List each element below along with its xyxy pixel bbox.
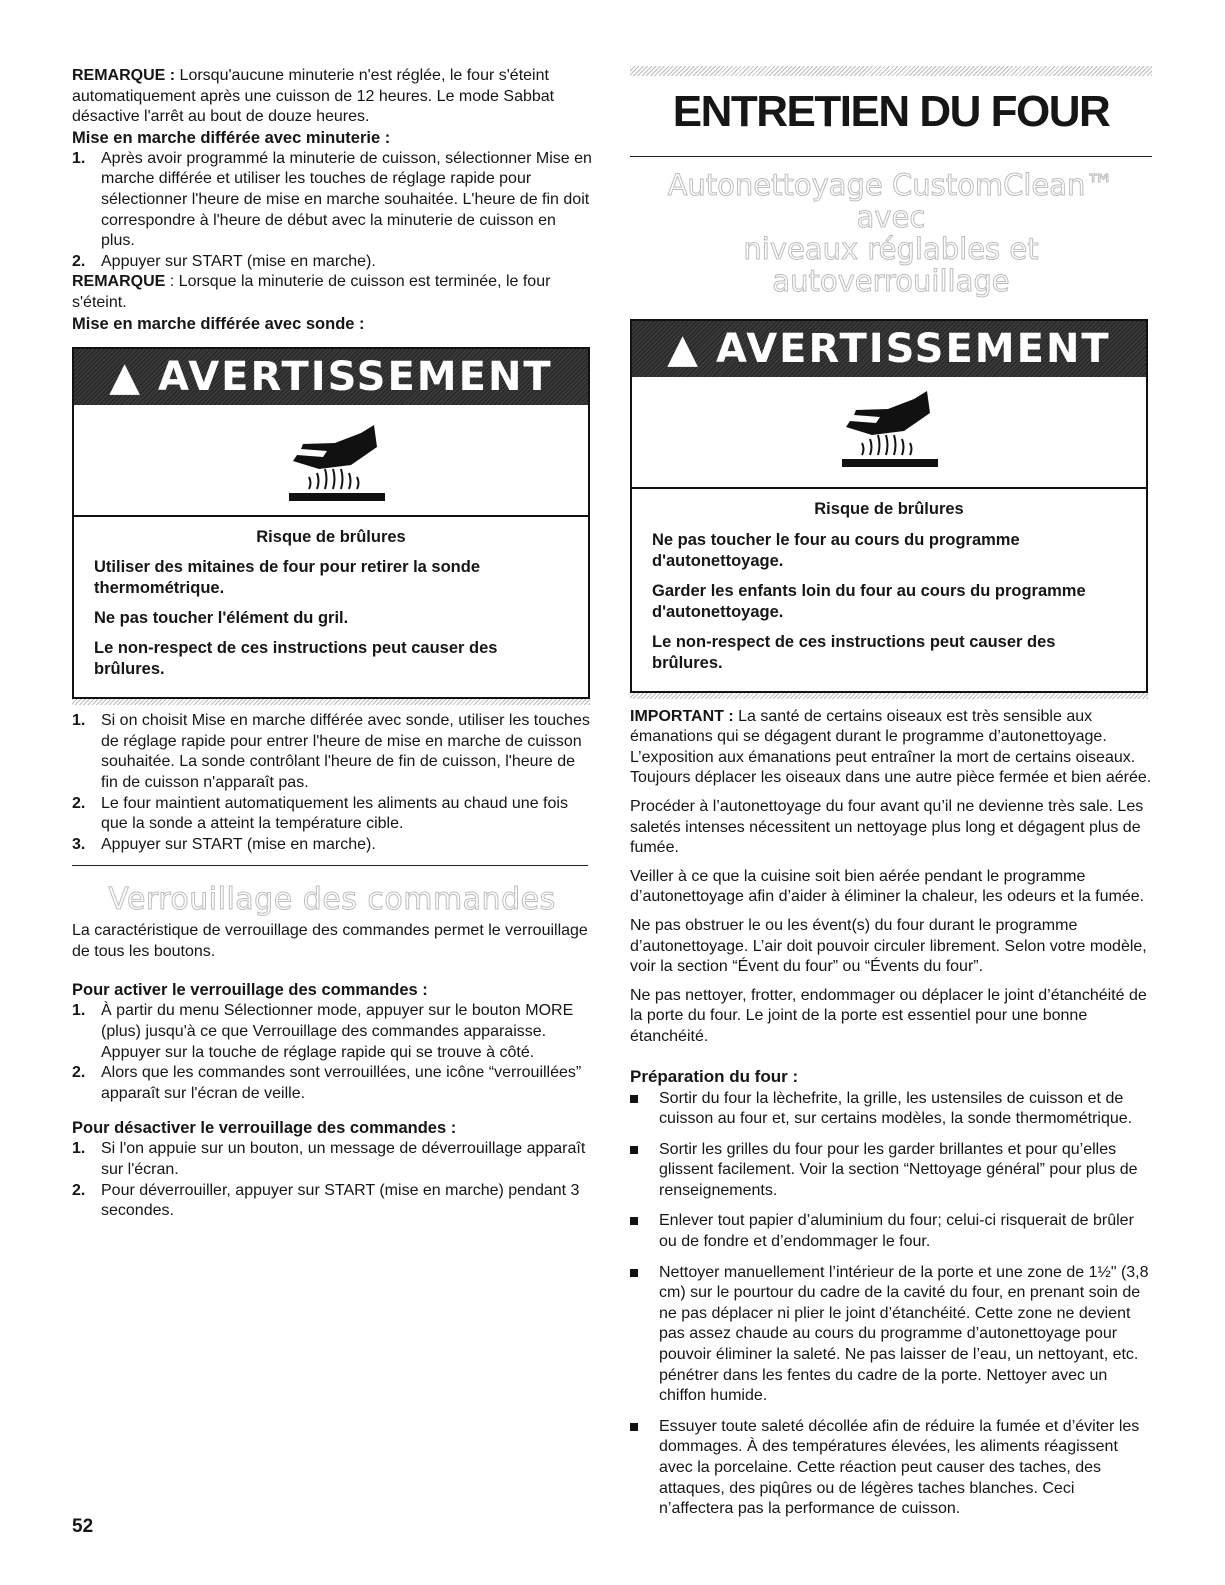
list-item <box>72 835 592 856</box>
hot-surface-hand-icon <box>279 423 389 503</box>
list-item-text: Si l'on appuie sur un bouton, un message de déverrouillage apparaît sur l'écran. <box>101 1140 586 1179</box>
top-stripe-rule <box>630 66 1152 76</box>
hot-surface-hand-icon <box>832 389 942 469</box>
list-item-number: 1. <box>72 149 86 167</box>
warning-risk: Risque de brûlures <box>256 527 406 546</box>
list-item-number: 3. <box>72 835 86 853</box>
list-item-number: 2. <box>72 1064 86 1082</box>
list-item-number: 2. <box>72 252 86 270</box>
list-item-number: 1. <box>72 1002 86 1020</box>
left-column <box>72 66 592 1222</box>
deactivate-lock-heading: Pour désactiver le verrouillage des commandes : <box>72 1119 457 1138</box>
list-item <box>72 1139 592 1180</box>
warning-title: ▲ AVERTISSEMENT <box>667 326 1111 372</box>
list-item <box>72 1001 592 1063</box>
paragraph: Ne pas nettoyer, frotter, endommager ou déplacer le joint d’étanchéité de la porte du four. Le joint de la porte est essentiel pour une bonne étanchéité. <box>630 986 1147 1045</box>
warning-line: Garder les enfants loin du four au cours du programme d'autonettoyage. <box>652 581 1086 621</box>
list-item-text: Appuyer sur START (mise en marche). <box>101 835 376 853</box>
bullet-item <box>630 1417 1152 1520</box>
list-item <box>72 794 592 835</box>
prep-heading: Préparation du four : <box>630 1066 799 1086</box>
warning-header <box>632 321 1146 377</box>
prep-list <box>630 1089 1152 1520</box>
bullet-item-text: Essuyer toute saleté décollée afin de réduire la fumée et d’éviter les dommages. À des températures élevées, les aliments réagissent avec la porcelaine. Cette réaction peut causer des taches, des attaques, des piqûres ou de légères taches blanches. Ceci n’affectera pas la performance de cuisson. <box>659 1417 1140 1518</box>
square-bullet-icon <box>630 1146 638 1154</box>
lock-intro: La caractéristique de verrouillage des commandes permet le verrouillage de tous les boutons. <box>72 922 588 960</box>
right-column <box>630 66 1152 1530</box>
warning-risk: Risque de brûlures <box>814 500 964 518</box>
warning-title: ▲ AVERTISSEMENT <box>109 353 553 400</box>
bullet-item <box>630 1089 1152 1130</box>
activate-lock-heading: Pour activer le verrouillage des commandes : <box>72 981 428 1000</box>
probe-steps <box>72 711 592 855</box>
warning-line: Utiliser des mitaines de four pour retirer la sonde thermométrique. <box>94 558 481 598</box>
bullet-item <box>630 1140 1152 1202</box>
warning-line: Ne pas toucher l'élément du gril. <box>94 609 349 628</box>
note-remarque-1: REMARQUE : Lorsqu'aucune minuterie n'est réglée, le four s'éteint automatiquement après une cuisson de 12 heures. Le mode Sabbat désactive l'arrêt au bout de douze heures. <box>72 67 555 126</box>
stripe-rule <box>72 699 590 705</box>
list-item-text: Si on choisit Mise en marche différée avec sonde, utiliser les touches de réglage rapide pour entrer l'heure de mise en marche de cuisson souhaitée. La sonde contrôlant l'heure de fin de cuisson, l'heure de fin de cuisson n'apparaît pas. <box>101 712 590 791</box>
paragraph: Ne pas obstruer le ou les évent(s) du four durant le programme d’autonettoyage. L’air doit pouvoir circuler librement. Selon votre modèle, voir la section “Évent du four” ou “Évents du four”. <box>630 916 1147 976</box>
lock-section-title: Verrouillage des commandes <box>108 882 556 918</box>
paragraph: Veiller à ce que la cuisine soit bien aérée pendant le programme d’autonettoyage afin d’aider à éliminer la chaleur, les odeurs et la fumée. <box>630 867 1145 906</box>
bullet-item-text: Sortir du four la lèchefrite, la grille, les ustensiles de cuisson et de cuisson au four et, sur certains modèles, la sonde thermométrique. <box>659 1089 1133 1128</box>
square-bullet-icon <box>630 1269 638 1277</box>
title-divider <box>630 156 1152 157</box>
page-main-title: ENTRETIEN DU FOUR <box>672 87 1110 136</box>
warning-line: Ne pas toucher le four au cours du programme d'autonettoyage. <box>652 530 1020 570</box>
list-item <box>72 1181 592 1222</box>
list-item-text: Alors que les commandes sont verrouillées, une icône “verrouillées” apparaît sur l'écran de veille. <box>101 1064 582 1102</box>
note-remarque-2: REMARQUE : Lorsque la minuterie de cuisson est terminée, le four s'éteint. <box>72 273 551 311</box>
paragraph: Procéder à l’autonettoyage du four avant qu’il ne devienne très sale. Les saletés intenses nécessitent un nettoyage plus long et dégagent plus de fumée. <box>630 797 1144 857</box>
warning-body <box>632 489 1146 691</box>
list-item-text: Pour déverrouiller, appuyer sur START (mise en marche) pendant 3 secondes. <box>101 1181 580 1220</box>
square-bullet-icon <box>630 1423 638 1431</box>
warning-box-right <box>630 319 1148 693</box>
delayed-timer-heading: Mise en marche différée avec minuterie : <box>72 128 391 147</box>
warning-line: Le non-respect de ces instructions peut causer des brûlures. <box>94 639 498 679</box>
warning-box-left <box>72 347 590 700</box>
square-bullet-icon <box>630 1095 638 1103</box>
bullet-item-text: Sortir les grilles du four pour les garder brillantes et pour qu’elles glissent facilement. Voir la section “Nettoyage général” pour plus de renseignements. <box>659 1140 1138 1199</box>
list-item <box>72 149 592 252</box>
square-bullet-icon <box>630 1217 638 1225</box>
warning-header <box>74 349 588 405</box>
delayed-probe-heading: Mise en marche différée avec sonde : <box>72 314 365 333</box>
warning-body <box>74 517 588 698</box>
stripe-rule <box>630 693 1148 699</box>
list-item-text: À partir du menu Sélectionner mode, appuyer sur le bouton MORE (plus) jusqu'à ce que Verrouillage des commandes apparaisse. Appuyer sur la touche de réglage rapide qui se trouve à côté. <box>101 1002 574 1061</box>
important-note: IMPORTANT : La santé de certains oiseaux est très sensible aux émanations qui se dégagent durant le programme d’autonettoyage. L’exposition aux émanations peut entraîner la mort de certains oiseaux. Toujours déplacer les oiseaux dans une autre pièce fermée et bien aérée. <box>630 707 1152 787</box>
self-clean-subtitle: Autonettoyage CustomClean™ avec niveaux réglables et autoverrouillage <box>667 168 1115 298</box>
list-item-text: Le four maintient automatiquement les aliments au chaud une fois que la sonde a atteint la température cible. <box>101 794 568 833</box>
warning-line: Le non-respect de ces instructions peut causer des brûlures. <box>652 632 1056 672</box>
deactivate-lock-steps <box>72 1139 592 1221</box>
bullet-item <box>630 1211 1152 1252</box>
list-item-text: Appuyer sur START (mise en marche). <box>101 252 376 270</box>
list-item-number: 1. <box>72 712 86 730</box>
list-item-number: 2. <box>72 1181 86 1199</box>
list-item <box>72 1063 592 1104</box>
list-item <box>72 252 592 273</box>
bullet-item-text: Nettoyer manuellement l’intérieur de la porte et une zone de 1½" (3,8 cm) sur le pourtour du cadre de la cavité du four, en prenant soin de ne pas déplacer ni plier le joint d’étanchéité. Cette zone ne devient pas assez chaude au cours du programme d’autonettoyage pour pouvoir éliminer la saleté. Ne pas laisser de l’eau, un nettoyant, etc. pénétrer dans les fentes du cadre de la porte. Nettoyer avec un chiffon humide. <box>659 1263 1149 1405</box>
list-item <box>72 711 592 793</box>
burn-hazard-icon-area <box>632 377 1146 489</box>
list-item-text: Après avoir programmé la minuterie de cuisson, sélectionner Mise en marche différée et utiliser les touches de réglage rapide pour sélectionner l'heure de mise en marche souhaitée. L'heure de fin doit correspondre à l'heure de début avec la minuterie de cuisson en plus. <box>101 149 592 250</box>
burn-hazard-icon-area <box>74 405 588 517</box>
bullet-item <box>630 1263 1152 1407</box>
list-item-number: 1. <box>72 1140 86 1158</box>
page-number: 52 <box>72 1516 94 1537</box>
bullet-item-text: Enlever tout papier d’aluminium du four; celui-ci risquerait de brûler ou de fondre et d’endommager le four. <box>659 1212 1134 1251</box>
list-item-number: 2. <box>72 794 86 812</box>
delayed-timer-steps <box>72 149 592 273</box>
activate-lock-steps <box>72 1001 592 1104</box>
section-divider <box>72 865 588 866</box>
